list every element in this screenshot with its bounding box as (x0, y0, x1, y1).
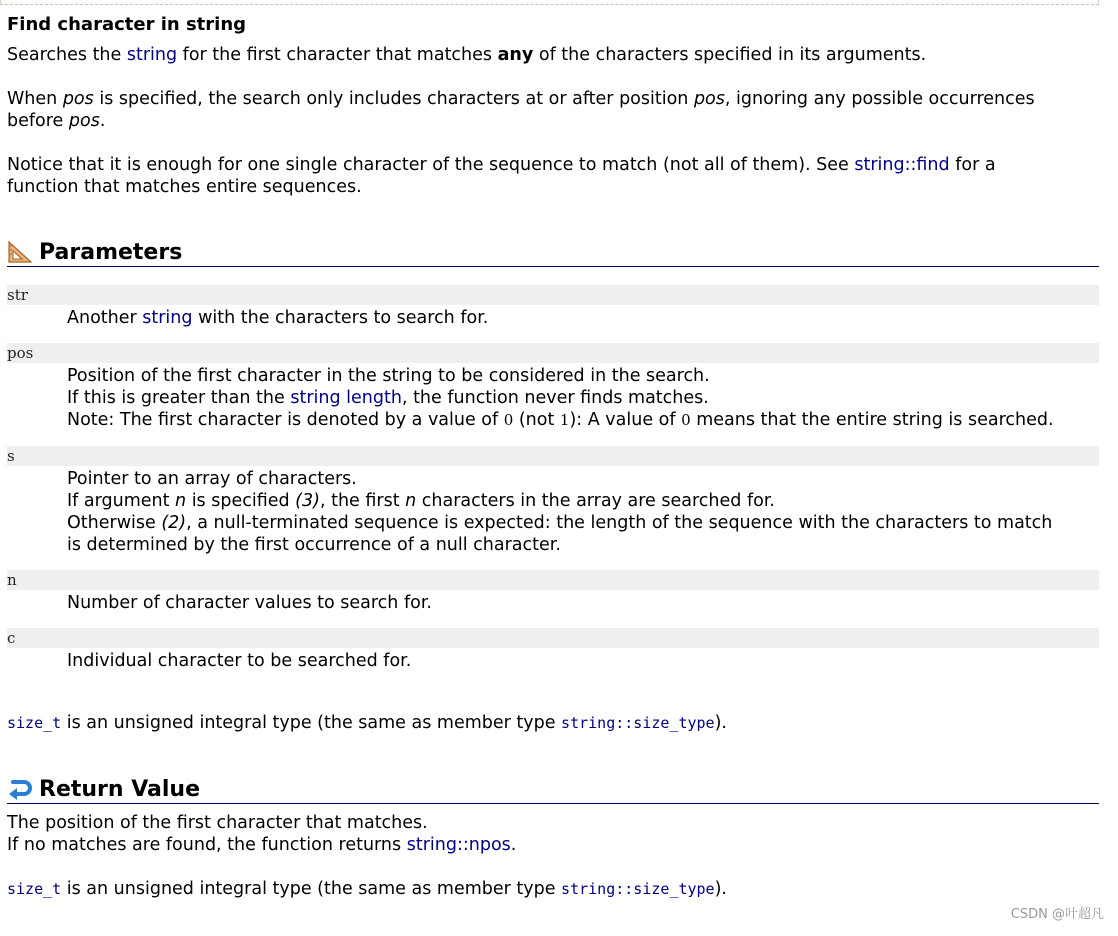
param-desc-pos (67, 365, 1107, 431)
overload-ref: (3) (295, 491, 320, 511)
param-desc-n: Number of character values to search for. (67, 593, 432, 613)
param-text: Another (67, 308, 143, 328)
size-t-note-return (7, 878, 1099, 900)
param-text: If this is greater than the (67, 388, 291, 408)
intro-paragraph-3 (7, 154, 1099, 198)
intro-text: of the characters specified in its arguments. (533, 45, 927, 65)
note-text: ). (714, 879, 727, 899)
intro-text: Searches the (7, 45, 127, 65)
overload-ref: (2) (161, 513, 187, 533)
intro-paragraph-2 (7, 88, 1099, 132)
intro-bold-any: any (497, 45, 534, 65)
intro-text: for the first character that matches (177, 45, 498, 65)
return-value-heading (7, 775, 1099, 804)
param-name-s: s (7, 446, 1099, 466)
param-desc-s (67, 468, 1107, 556)
param-text: is specified (186, 491, 296, 511)
string-link[interactable]: string (126, 45, 178, 65)
size-type-link[interactable]: string::size_type (561, 714, 715, 732)
code-zero: 0 (503, 411, 514, 429)
note-text: is an unsigned integral type (the same as member type (61, 879, 562, 899)
csdn-watermark: CSDN @叶超凡 (1010, 907, 1104, 922)
param-text: (not (513, 410, 560, 430)
size-type-link[interactable]: string::size_type (561, 880, 715, 898)
intro-text: is specified, the search only includes characters at or after position (93, 89, 694, 109)
pos-italic: pos (68, 111, 100, 131)
param-text: ): A value of (569, 410, 682, 430)
intro-text: before (7, 111, 69, 131)
param-text: means that the entire string is searched. (690, 410, 1054, 430)
parameters-heading-text: Parameters (39, 240, 183, 265)
intro-paragraph-1 (7, 44, 1099, 66)
n-italic: n (405, 491, 417, 511)
size-t-link[interactable]: size_t (7, 714, 62, 732)
param-text: If argument (67, 491, 176, 511)
string-length-link[interactable]: string length (290, 388, 402, 408)
pos-italic: pos (62, 89, 94, 109)
return-text: . (510, 835, 517, 855)
code-zero: 0 (681, 411, 691, 429)
param-desc-c: Individual character to be searched for. (67, 651, 412, 671)
param-name-pos: pos (7, 343, 1099, 363)
param-text: , the function never finds matches. (401, 388, 709, 408)
n-italic: n (175, 491, 187, 511)
return-text: The position of the first character that matches. (7, 813, 428, 833)
string-find-link[interactable]: string::find (854, 155, 950, 175)
pos-italic: pos (693, 89, 725, 109)
param-name-str: str (7, 285, 1099, 305)
string-link[interactable]: string (142, 308, 193, 328)
param-text: Otherwise (67, 513, 162, 533)
parameters-heading (7, 238, 1099, 267)
param-name-n: n (7, 570, 1099, 590)
return-value-text (7, 812, 1099, 856)
intro-text: for a (949, 155, 996, 175)
param-text: Note: The first character is denoted by a value of (67, 410, 504, 430)
string-npos-link[interactable]: string::npos (406, 835, 511, 855)
intro-text: . (99, 111, 106, 131)
param-text: with the characters to search for. (192, 308, 489, 328)
top-box-border (0, 0, 1099, 5)
param-text: Position of the first character in the string to be considered in the search. (67, 366, 710, 386)
code-one: 1 (559, 411, 570, 429)
param-name-c: c (7, 628, 1099, 648)
intro-text: function that matches entire sequences. (7, 177, 362, 197)
intro-text: , ignoring any possible occurrences (724, 89, 1035, 109)
return-arrow-icon (7, 777, 33, 801)
param-text: , a null-terminated sequence is expected: the length of the sequence with the characters to match (186, 513, 1053, 533)
intro-text: Notice that it is enough for one single character of the sequence to match (not all of them). See (7, 155, 855, 175)
size-t-link[interactable]: size_t (7, 880, 62, 898)
intro-text: When (7, 89, 63, 109)
size-t-note (7, 712, 1099, 734)
page-title: Find character in string (7, 14, 247, 35)
param-text: is determined by the first occurrence of a null character. (67, 535, 561, 555)
return-value-heading-text: Return Value (39, 777, 201, 802)
note-text: ). (714, 713, 727, 733)
note-text: is an unsigned integral type (the same as member type (61, 713, 562, 733)
param-text: characters in the array are searched for. (416, 491, 775, 511)
param-text: , the first (319, 491, 406, 511)
return-text: If no matches are found, the function returns (7, 835, 407, 855)
param-desc-str (67, 307, 1107, 329)
param-text: Pointer to an array of characters. (67, 469, 357, 489)
set-square-ruler-icon (7, 240, 33, 264)
